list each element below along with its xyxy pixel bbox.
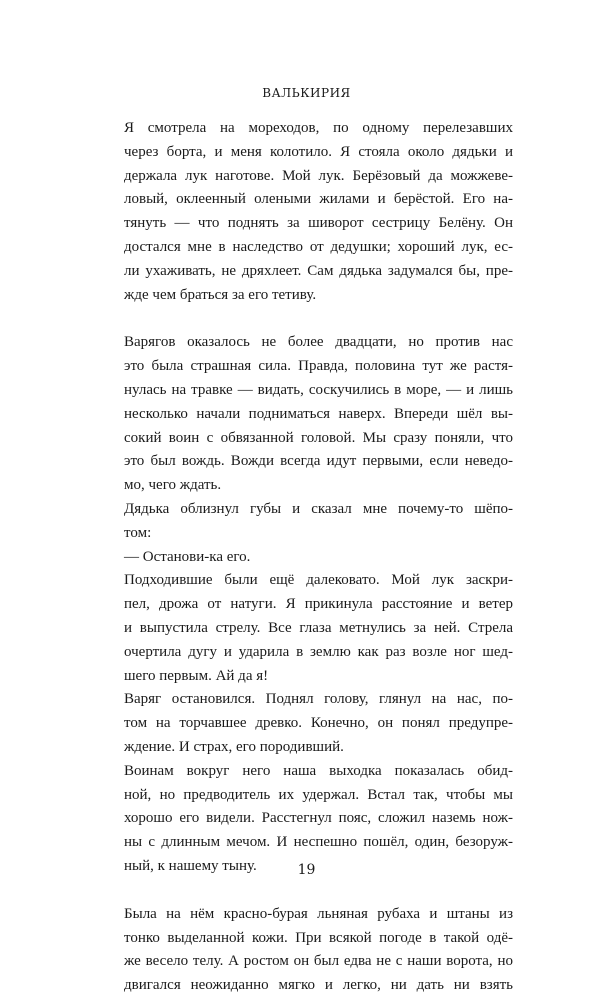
text-line: ной, но предводитель их удержал. Встал так, чтобы мы [124, 786, 513, 803]
text-line: и выпустила стрелу. Все глаза метнулись за ней. Стрела [124, 619, 513, 636]
text-line: Варяг остановился. Поднял голову, глянул на нас, по- [124, 691, 513, 708]
paragraph [100, 760, 513, 879]
text-line: через борта, и меня колотило. Я стояла около дядьки и [124, 143, 513, 160]
paragraph [100, 117, 513, 307]
text-line: же весело телу. А ростом он был едва не с наши ворота, но [124, 953, 513, 970]
text-line: сокий воин с обвязанной головой. Мы сразу поняли, что [124, 429, 513, 446]
text-line: тонко выделанной кожи. При всякой погоде в такой одё- [124, 929, 513, 946]
text-line: том: [124, 524, 152, 541]
dialogue-line [100, 546, 513, 570]
text-line: — Останови-ка его. [124, 548, 251, 565]
text-line: достался мне в наследство от дедушки; хороший лук, ес- [124, 238, 513, 255]
text-line: ловый, оклеенный олеными жилами и берёстой. Его на- [124, 191, 513, 208]
paragraph [100, 498, 513, 546]
text-line: ны с длинным мечом. И неспешно пошёл, один, безоруж- [124, 834, 513, 851]
paragraph [100, 688, 513, 759]
text-line: очертила дугу и ударила в землю как раз возле ног шед- [124, 643, 513, 660]
text-line: ли ухаживать, не дряхлеет. Сам дядька задумался бы, пре- [124, 262, 513, 279]
running-header: ВАЛЬКИРИЯ [262, 86, 351, 100]
text-line: ждение. И страх, его породивший. [124, 738, 344, 755]
text-line: это была страшная сила. Правда, половина тут же растя- [124, 358, 513, 375]
text-line: тянуть — что поднять за шиворот сестрицу Белёну. Он [124, 215, 513, 232]
text-line: двигался неожиданно мягко и легко, ни дать ни взять [124, 977, 513, 994]
text-line: пел, дрожа от натуги. Я прикинула расстояние и ветер [124, 596, 513, 613]
text-line: шего первым. Ай да я! [124, 667, 269, 684]
text-line: Подходившие были ещё далековато. Мой лук заскри- [124, 572, 513, 589]
section-break [100, 879, 513, 903]
text-line: несколько начали подниматься наверх. Впереди шёл вы- [124, 405, 513, 422]
paragraph [100, 903, 513, 998]
section-break [100, 307, 513, 331]
text-line: мо, чего ждать. [124, 477, 222, 494]
text-line: жде чем браться за его тетиву. [124, 286, 317, 303]
text-line: Была на нём красно-бурая льняная рубаха и штаны из [124, 905, 513, 922]
text-line: том на торчавшее древко. Конечно, он понял предупре- [124, 715, 513, 732]
text-line: ный, к нашему тыну. [124, 857, 257, 874]
text-line: нулась на травке — видать, соскучились в море, — и лишь [124, 381, 513, 398]
paragraph [100, 331, 513, 498]
paragraph [100, 569, 513, 688]
page-number: 19 [297, 862, 316, 878]
text-line: это был вождь. Вожди всегда идут первыми, если неведо- [124, 453, 513, 470]
text-line: Воинам вокруг него наша выходка показалась обид- [124, 762, 513, 779]
text-line: хорошо его видели. Расстегнул пояс, сложил наземь нож- [124, 810, 513, 827]
text-line: Варягов оказалось не более двадцати, но против нас [124, 334, 513, 351]
text-line: Дядька облизнул губы и сказал мне почему-то шёпо- [124, 500, 513, 517]
text-line: держала лук наготове. Мой лук. Берёзовый да можжеве- [124, 167, 513, 184]
text-line: Я смотрела на мореходов, по одному перелезавших [124, 120, 513, 136]
